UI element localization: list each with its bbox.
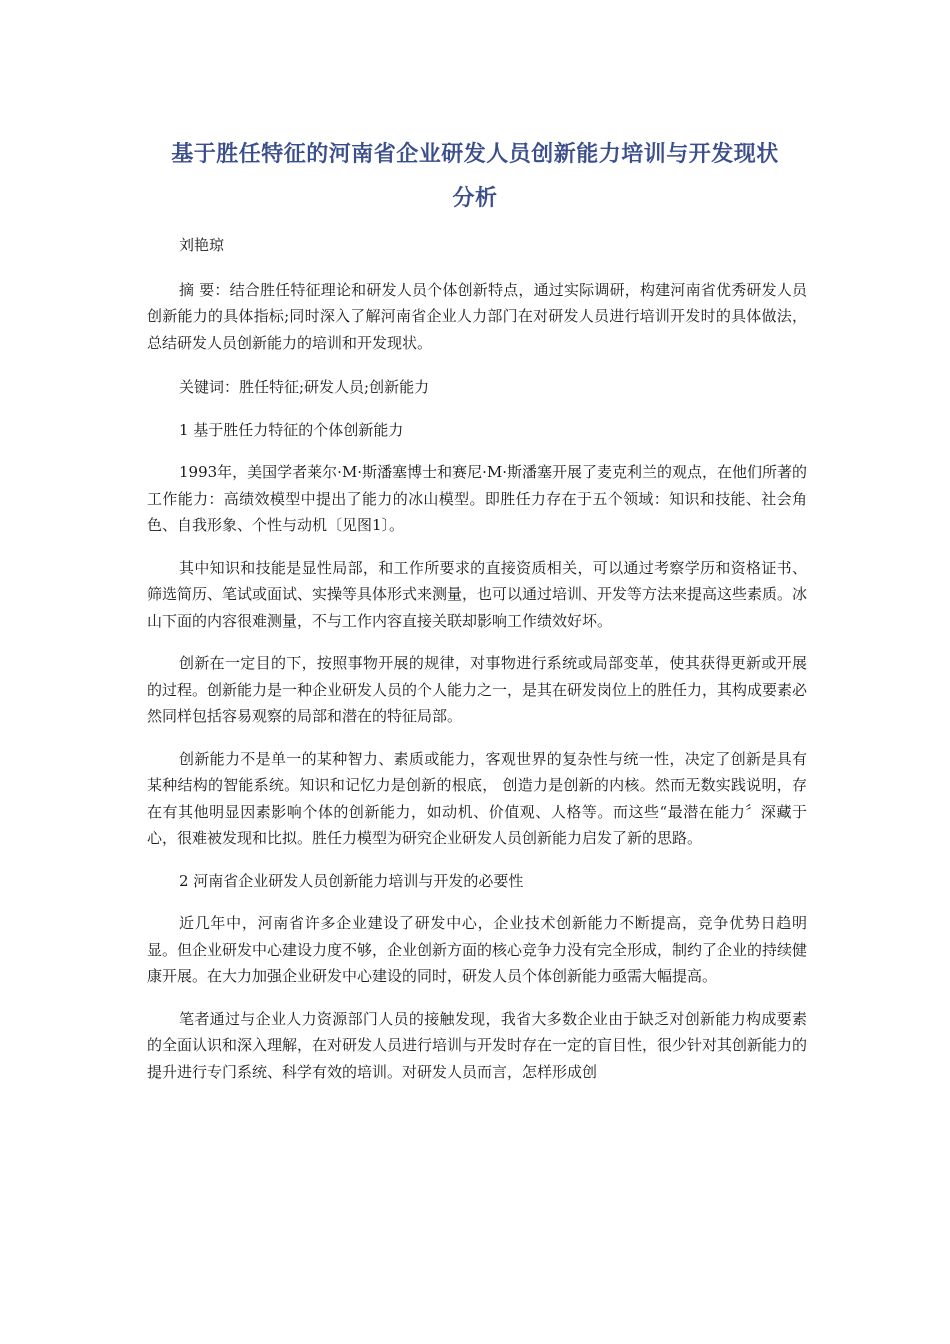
body-paragraph: 其中知识和技能是显性局部，和工作所要求的直接资质相关，可以通过考察学历和资格证书、筛选简历、笔试或面试、实操等具体形式来测量，也可以通过培训、开发等方法来提高这些素质。冰山下面的内容很难测量，不与工作内容直接关联却影响工作绩效好坏。 (147, 558, 808, 630)
abstract-paragraph: 摘 要：结合胜任特征理论和研发人员个体创新特点，通过实际调研，构建河南省优秀研发人员创新能力的具体指标;同时深入了解河南省企业人力部门在对研发人员进行培训开发时的具体做法，总结研发人员创新能力的培训和开发现状。 (147, 280, 807, 352)
document-title-line-1: 基于胜任特征的河南省企业研发人员创新能力培训与开发现状 (171, 142, 779, 167)
document-body (147, 232, 807, 1085)
body-paragraph: 笔者通过与企业人力资源部门人员的接触发现，我省大多数企业由于缺乏对创新能力构成要素的全面认识和深入理解，在对研发人员进行培训与开发时存在一定的盲目性，很少针对其创新能力的提升进行专门系统、科学有效的培训。对研发人员而言，怎样形成创 (147, 1009, 808, 1081)
body-paragraph: 创新在一定目的下，按照事物开展的规律，对事物进行系统或局部变革，使其获得更新或开展的过程。创新能力是一种企业研发人员的个人能力之一，是其在研发岗位上的胜任力，其构成要素必然同样包括容易观察的局部和潜在的特征局部。 (147, 654, 808, 725)
body-paragraph: 近几年中，河南省许多企业建设了研发中心，企业技术创新能力不断提高，竞争优势日趋明显。但企业研发中心建设力度不够，企业创新方面的核心竞争力没有完全形成，制约了企业的持续健康开展。在大力加强企业研发中心建设的同时，研发人员个体创新能力亟需大幅提高。 (147, 914, 808, 985)
body-paragraph: 1993年，美国学者莱尔·M·斯潘塞博士和赛尼·M·斯潘塞开展了麦克利兰的观点，在他们所著的工作能力：高绩效模型中提出了能力的冰山模型。即胜任力存在于五个领域：知识和技能、社会角色、自我形象、个性与动机〔见图1〕。 (147, 463, 807, 534)
keywords-line: 关键词：胜任特征;研发人员;创新能力 (179, 378, 430, 396)
author-name: 刘艳琼 (179, 236, 225, 254)
section-2-heading: 2 河南省企业研发人员创新能力培训与开发的必要性 (179, 871, 524, 890)
section-1-heading: 1 基于胜任力特征的个体创新能力 (179, 420, 404, 439)
body-paragraph: 创新能力不是单一的某种智力、素质或能力，客观世界的复杂性与统一性，决定了创新是具有某种结构的智能系统。知识和记忆力是创新的根底， 创造力是创新的内核。然而无数实践说明，存在有其他明显因素影响个体的创新能力，如动机、价值观、人格等。而这些“最潜在能力〞深藏于心，很难被发现和比拟。胜任力模型为研究企业研发人员创新能力启发了新的思路。 (147, 749, 807, 847)
document-title-line-2: 分析 (452, 186, 498, 211)
